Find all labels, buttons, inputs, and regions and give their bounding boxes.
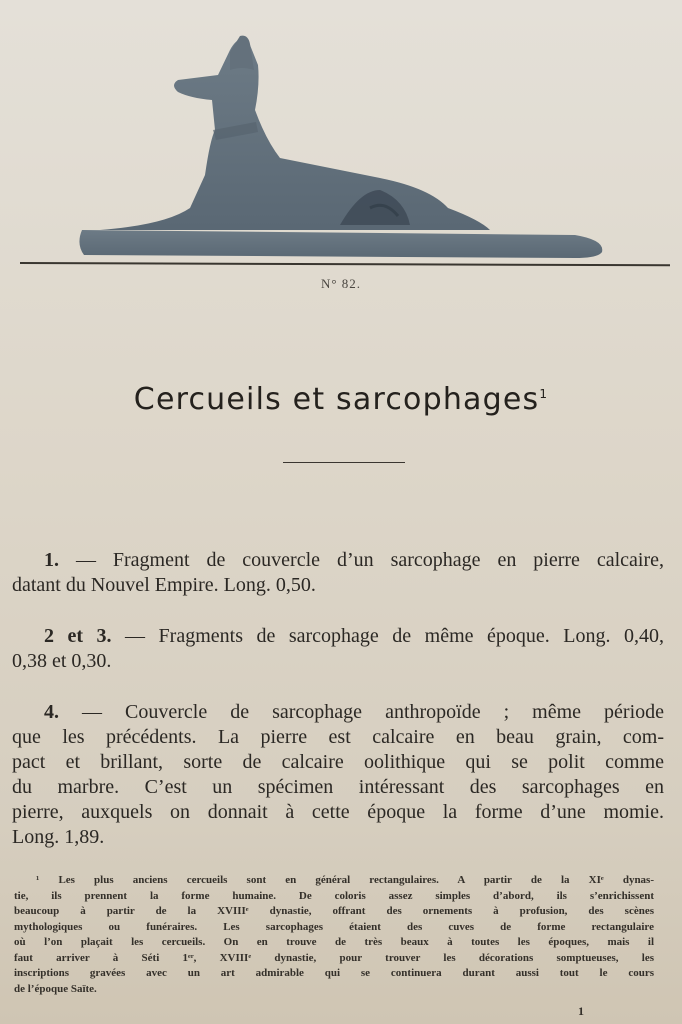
footnote-line: de l’époque Saïte. [14, 982, 97, 995]
statue-ear [230, 36, 254, 70]
catalog-entry [12, 624, 664, 674]
entry-line: du marbre. C’est un spécimen intéressant des sarcophages en [12, 776, 664, 798]
entry-line [12, 548, 664, 573]
footnote-line: où l’on plaçait les cercueils. On en trouve de très beaux à toutes les époques, mais il [14, 936, 654, 948]
catalog-entry [12, 700, 664, 850]
entry-line: pact et brillant, sorte de calcaire oolithique qui se polit comme [12, 751, 664, 773]
entry-number: 2 et 3. [44, 625, 112, 647]
statue-body [100, 39, 490, 230]
footnote-line: mythologiques ou funéraires. Les sarcophages étaient des cuves de forme rectangulaire [14, 920, 654, 933]
section-title [0, 382, 682, 417]
entry-number: 1. [44, 549, 59, 571]
catalog-entry [12, 548, 664, 598]
entry-text: — Fragment de couvercle d’un sarcophage en pierre calcaire, [75, 549, 665, 571]
footnote-line: inscriptions gravées avec un art admirable qui se continuera durant aussi tout le cours [14, 967, 654, 979]
entry-line: 0,38 et 0,30. [12, 650, 112, 672]
footnote-line: beaucoup à partir de la XVIIIᵉ dynastie, offrant des ornements à profusion, des scènes [14, 905, 654, 917]
entry-number: 4. [44, 701, 59, 723]
entry-line: Long. 1,89. [12, 826, 105, 848]
footnote-line: faut arriver à Séti 1ᵉʳ, XVIIIᵉ dynastie, pour trouver les décorations somptueuses, les [14, 951, 654, 964]
footnote-text: Les plus anciens cercueils sont en général rectangulaires. A partir de la XIᵉ dynas- [58, 874, 655, 886]
title-rule [283, 462, 405, 463]
section-title-text: Cercueils et sarcophages [133, 382, 540, 417]
entry-line: que les précédents. La pierre est calcaire en beau grain, com- [12, 726, 664, 748]
entry-line: datant du Nouvel Empire. Long. 0,50. [12, 574, 316, 596]
entry-line [12, 700, 664, 725]
entry-line: pierre, auxquels on donnait à cette époque la forme d’une momie. [12, 801, 664, 823]
entry-line [12, 624, 664, 649]
entry-text: — Fragments de sarcophage de même époque. Long. 0,40, [125, 625, 665, 647]
footnote-line [14, 873, 654, 889]
footnote-marker: ¹ [36, 874, 40, 886]
jackal-statue-illustration [70, 30, 615, 266]
figure-caption: N° 82. [320, 276, 362, 291]
footnote [14, 873, 654, 997]
statue-base [79, 230, 602, 258]
page-number: 1 [578, 1004, 584, 1018]
entry-text: — Couvercle de sarcophage anthropoïde ; même période [82, 701, 665, 723]
title-footnote-marker: 1 [539, 387, 549, 401]
footnote-line: tie, ils prennent la forme humaine. De coloris assez simples d’abord, ils s’enrichissent [14, 889, 654, 902]
